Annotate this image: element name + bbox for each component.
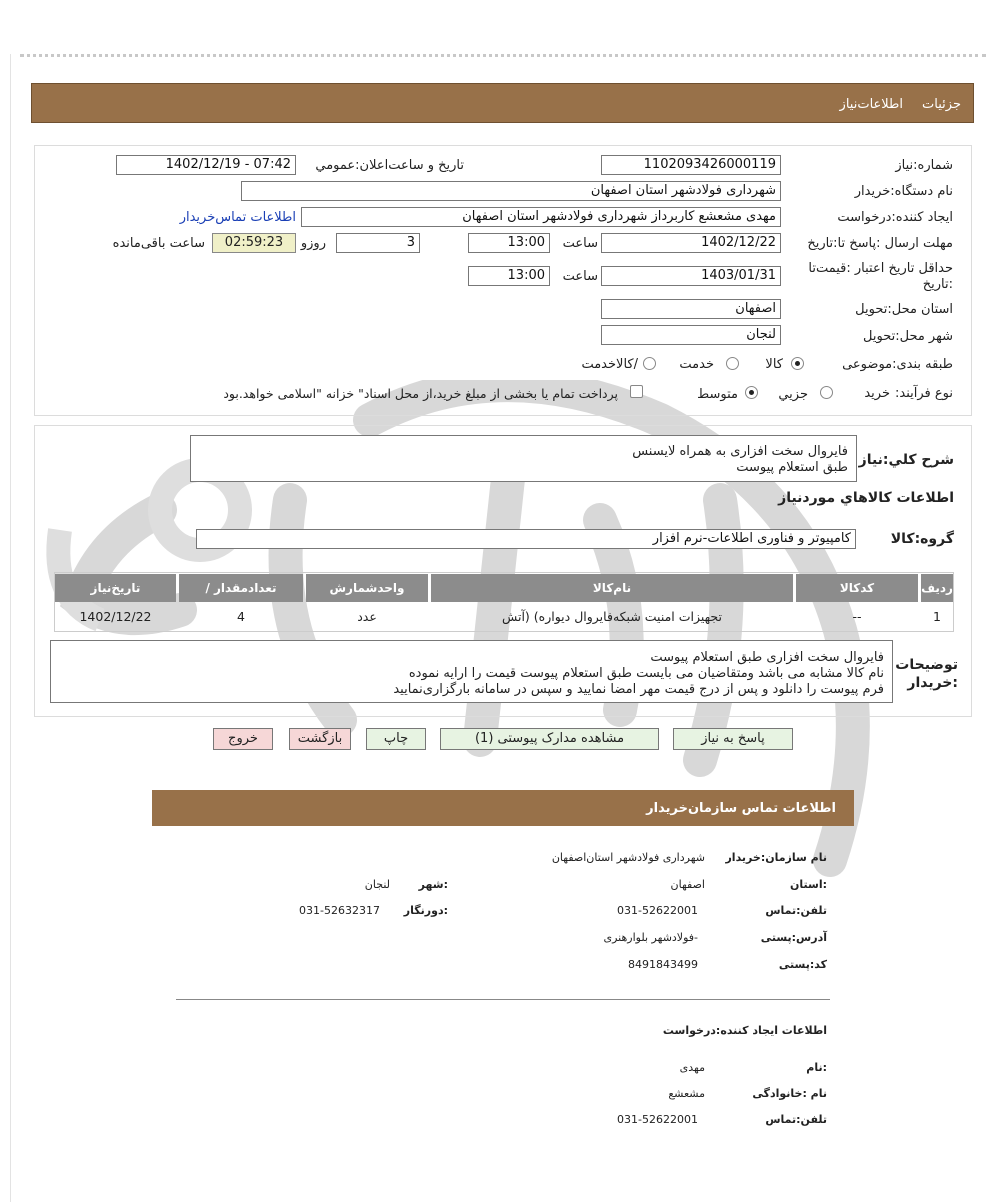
province-field: اصفهان (601, 299, 781, 319)
validity-label-1: حداقل تاریخ اعتبار :قیمت‌تا (808, 261, 953, 276)
buyer-notes-line-3: فرم پیوست را دانلود و پس از درج قیمت مهر امضا نمایید و سپس در سامانه بارگزاری‌نمایید (393, 682, 884, 697)
contact-province-label: :استان (790, 878, 827, 891)
col-header-code: کدکالا (796, 574, 918, 602)
summary-line-2: طبق استعلام پیوست (736, 460, 848, 475)
remaining-label: ساعت باقی‌مانده (112, 236, 205, 251)
buyer-contact-header (152, 790, 854, 826)
header-bar (31, 83, 974, 123)
announce-field: 1402/12/19 - 07:42 (116, 155, 296, 175)
days-field: 3 (336, 233, 420, 253)
creator-label: ایجاد کننده:درخواست (837, 210, 953, 225)
creator-phone-label: تلفن:تماس (765, 1113, 827, 1126)
creator-family-value: مشعشع (668, 1087, 705, 1100)
col-header-need-date: تاریخ‌نیاز (55, 574, 176, 602)
table-row-cell-name: تجهیزات امنیت شبکه‌فایروال دیواره) (آتش (502, 609, 722, 624)
creator-phone-value: 031-52622001 (617, 1113, 698, 1126)
process-buy-text: خرید (864, 386, 890, 401)
table-row-cell-quantity: 4 (237, 609, 245, 624)
buyer-notes-line-1: فایروال سخت افزاری طبق استعلام پیوست (650, 650, 884, 665)
contact-postal-value: 8491843499 (628, 958, 698, 971)
deadline-date-field: 1402/12/22 (601, 233, 781, 253)
contact-fax-value: 031-52632317 (299, 904, 380, 917)
province-label: استان محل:تحویل (855, 302, 953, 317)
buyer-contact-title: اطلاعات تماس سازمان‌خریدار (646, 801, 836, 816)
process-medium-text: متوسط (697, 387, 738, 402)
creator-name-label: :نام (806, 1061, 827, 1074)
contact-org-label: نام سازمان:خریدار (725, 851, 827, 864)
col-header-quantity: / تعدادمقدار (179, 574, 303, 602)
goods-info-title: اطلاعات کالاهاي موردنیاز (778, 490, 954, 506)
category-label: طبقه بندی:موضوعی (842, 357, 953, 372)
col-header-row-number: ردیف (921, 574, 953, 602)
category-service-radio[interactable] (726, 357, 739, 370)
creator-field: مهدی مشعشع کاربرداز شهرداری فولادشهر استان اصفهان (301, 207, 781, 227)
category-goods-service-radio[interactable] (643, 357, 656, 370)
contact-org-value: شهرداری فولادشهر استان‌اصفهان (551, 851, 705, 864)
contact-divider (176, 999, 830, 1000)
contact-phone-value: 031-52622001 (617, 904, 698, 917)
summary-box (190, 435, 857, 482)
deadline-time-label: ساعت (562, 236, 598, 251)
contact-province-value: اصفهان (670, 878, 705, 891)
print-button[interactable]: چاپ (366, 728, 426, 750)
city-field: لنجان (601, 325, 781, 345)
contact-address-value: -فولادشهر بلوارهنری (603, 931, 698, 944)
buyer-org-field: شهرداری فولادشهر استان اصفهان (241, 181, 781, 201)
remaining-timer: 02:59:23 (212, 233, 296, 253)
goods-group-field: کامپیوتر و فناوری اطلاعات-نرم افزار (196, 529, 856, 549)
table-row-cell-need-date: 1402/12/22 (79, 609, 152, 624)
process-label: نوع فرآیند: (895, 386, 953, 401)
contact-address-label: آدرس:پستی (760, 931, 827, 944)
contact-fax-label: :دورنگار (403, 904, 448, 917)
table-row-cell-number: 1 (933, 609, 941, 624)
category-goods-radio[interactable] (791, 357, 804, 370)
category-service-text: خدمت (679, 357, 714, 372)
validity-date-field: 1403/01/31 (601, 266, 781, 286)
buyer-notes-label-2: :خریدار (907, 675, 958, 691)
process-buy-radio[interactable] (820, 386, 833, 399)
announce-label: تاریخ و ساعت‌اعلان:عمومي (315, 158, 464, 173)
process-partial-text: جزیي (778, 387, 808, 402)
category-goods-text: کالا (765, 357, 783, 372)
buyer-notes-label-1: توضیحات (895, 657, 958, 673)
deadline-time-field: 13:00 (468, 233, 550, 253)
buyer-notes-line-2: نام کالا مشابه می باشد ومتقاضیان می بایست طبق استعلام پیوست قیمت را ارایه نموده (408, 666, 884, 681)
creator-family-label: نام :خانوادگی (752, 1087, 827, 1100)
deadline-label: مهلت ارسال :پاسخ تا:تاریخ (807, 236, 953, 251)
treasury-payment-checkbox[interactable] (630, 385, 643, 398)
exit-button[interactable]: خروج (213, 728, 273, 750)
table-row-cell-code: -- (852, 609, 862, 624)
contact-city-value: لنجان (364, 878, 390, 891)
tab-details[interactable]: جزئیات (922, 97, 961, 112)
buyer-contact-link[interactable]: اطلاعات تماس‌خریدار (179, 210, 296, 225)
contact-city-label: :شهر (418, 878, 448, 891)
col-header-name: نام‌کالا (431, 574, 793, 602)
summary-line-1: فایروال سخت افزاری به همراه لایسنس (632, 444, 848, 459)
contact-phone-label: تلفن:تماس (765, 904, 827, 917)
summary-label: شرح کلي:نیاز (858, 452, 954, 468)
creator-info-title: اطلاعات ایجاد کننده:درخواست (662, 1024, 827, 1037)
creator-name-value: مهدی (679, 1061, 705, 1074)
reply-button[interactable]: پاسخ به نیاز (673, 728, 793, 750)
process-medium-radio[interactable] (745, 386, 758, 399)
category-goods-service-text: /کالاخدمت (581, 357, 638, 372)
buyer-notes-box (50, 640, 893, 703)
back-button[interactable]: بازگشت (289, 728, 351, 750)
buyer-org-label: نام دستگاه:خریدار (854, 184, 953, 199)
table-row-cell-unit: عدد (357, 609, 377, 624)
view-attachments-button[interactable]: مشاهده مدارک پیوستی (1) (440, 728, 659, 750)
goods-group-label: گروه:کالا (890, 531, 954, 547)
validity-label-2: :تاریخ (922, 277, 953, 292)
need-number-field: 1102093426000119 (601, 155, 781, 175)
col-header-unit: واحدشمارش (306, 574, 428, 602)
need-number-label: شماره:نیاز (895, 158, 953, 173)
validity-time-label: ساعت (562, 269, 598, 284)
treasury-payment-note: پرداخت تمام یا بخشی از مبلغ خرید،از محل اسناد" خزانه "اسلامی خواهد.بود (223, 386, 618, 401)
city-label: شهر محل:تحویل (863, 329, 953, 344)
days-label: روزو (300, 236, 326, 251)
tab-need-info[interactable]: اطلاعات‌نیاز (839, 97, 903, 112)
top-divider (20, 54, 986, 57)
goods-table (54, 572, 954, 632)
contact-postal-label: کد:پستی (778, 958, 827, 971)
left-border (10, 54, 11, 1202)
validity-time-field: 13:00 (468, 266, 550, 286)
